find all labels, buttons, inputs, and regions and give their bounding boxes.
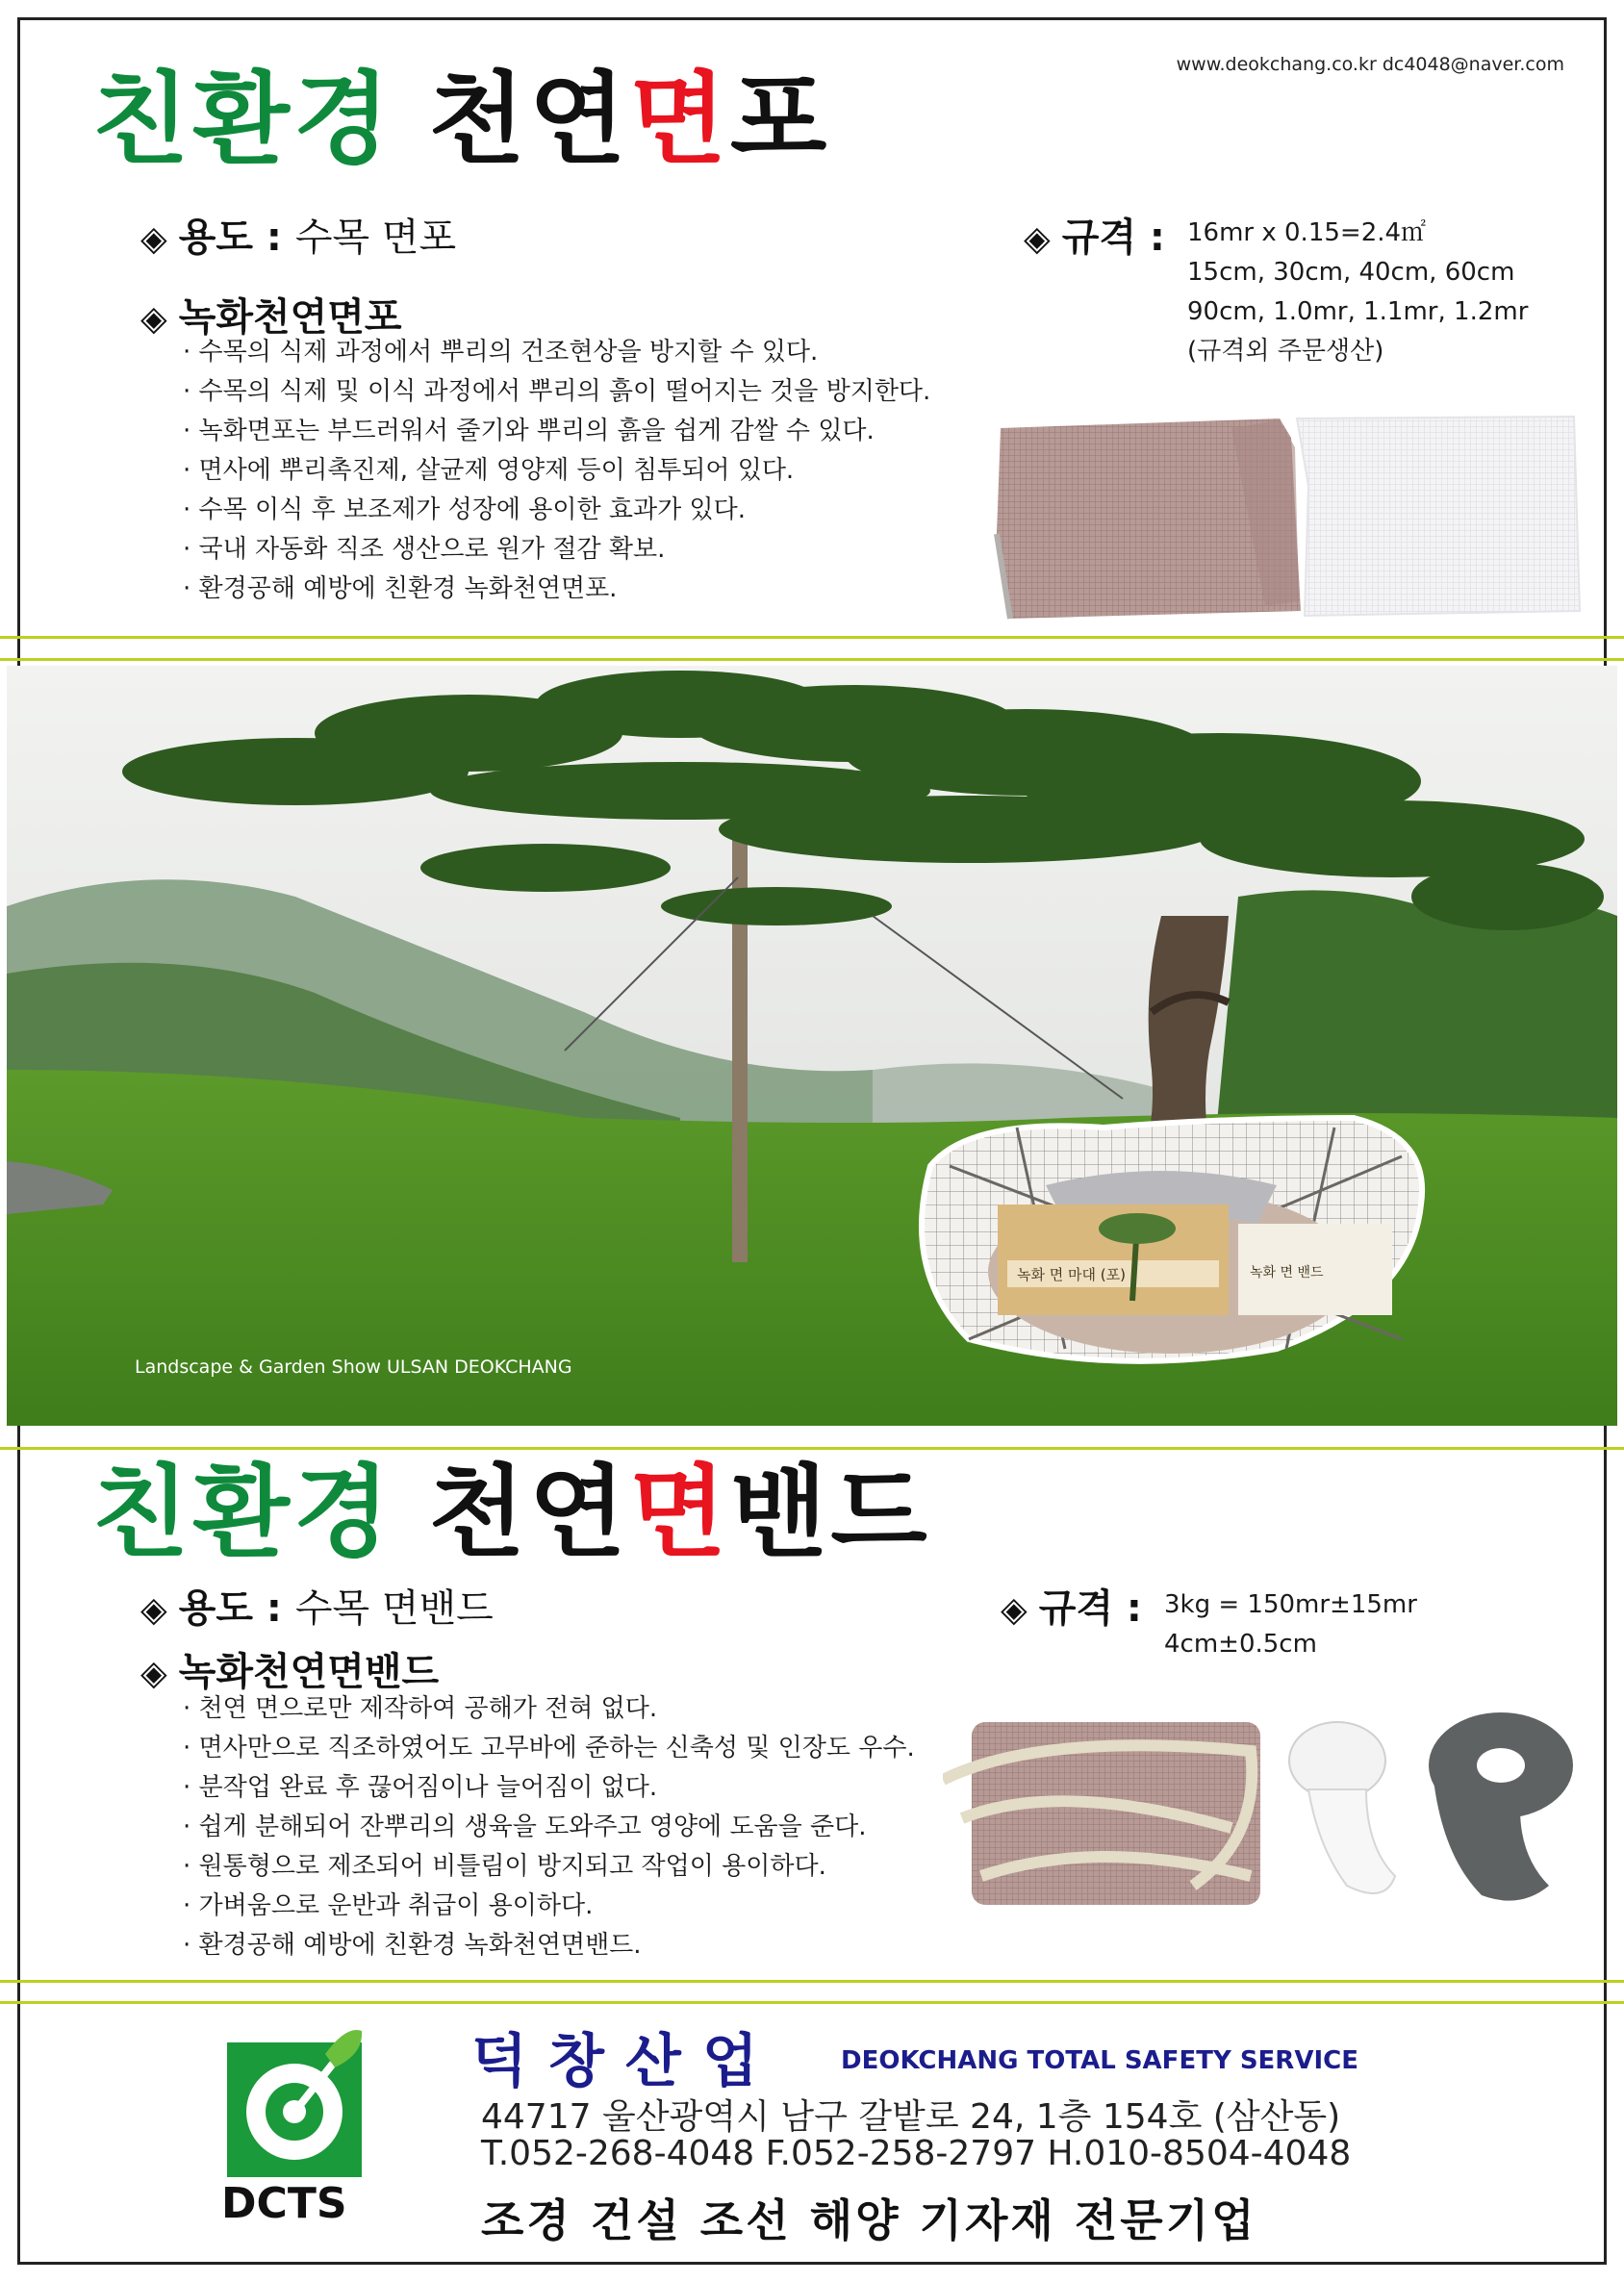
website-contact: www.deokchang.co.kr dc4048@naver.com xyxy=(1176,54,1564,75)
feature-item: · 면사만으로 직조하였어도 고무바에 준하는 신축성 및 인장도 우수. xyxy=(183,1729,915,1768)
title-cloth: 포 xyxy=(729,61,831,178)
feature-item: · 수목 이식 후 보조제가 성장에 용이한 효과가 있다. xyxy=(183,491,930,530)
white-cotton-cloth xyxy=(1297,417,1580,616)
divider-line xyxy=(0,1447,1624,1450)
use-label: 용도 : xyxy=(178,1586,282,1631)
product2-use xyxy=(140,1578,494,1633)
spec-line: 15cm, 30cm, 40cm, 60cm xyxy=(1187,258,1515,287)
use-label: 용도 : xyxy=(178,216,282,260)
feature-item: · 환경공해 예방에 친환경 녹화천연면포. xyxy=(183,570,930,609)
diamond-bullet-icon: ◈ xyxy=(140,219,167,259)
dcts-logo-icon xyxy=(219,2025,373,2179)
box2-label: 녹화 면 밴드 xyxy=(1250,1265,1324,1280)
product1-use xyxy=(140,207,456,262)
feature-label: 녹화천연면포 xyxy=(178,295,402,340)
spec-line: 90cm, 1.0mr, 1.1mr, 1.2mr xyxy=(1187,297,1529,326)
spec-label: 규격 : xyxy=(1038,1586,1142,1631)
landscape-photo xyxy=(7,666,1617,1426)
gray-band-roll xyxy=(1429,1712,1573,1901)
white-band-roll xyxy=(1289,1722,1395,1893)
spec-line: 16mr x 0.15=2.4㎡ xyxy=(1187,218,1427,247)
box1-label: 녹화 면 마대 (포) xyxy=(1017,1266,1126,1283)
spec-line: 4cm±0.5cm xyxy=(1164,1630,1317,1659)
product2-title xyxy=(92,1454,931,1571)
feature-item: · 원통형으로 제조되어 비틀림이 방지되고 작업이 용이하다. xyxy=(183,1847,915,1887)
feature-item: · 수목의 식제 과정에서 뿌리의 건조현상을 방지할 수 있다. xyxy=(183,333,930,372)
feature-item: · 분작업 완료 후 끊어짐이나 늘어짐이 없다. xyxy=(183,1768,915,1808)
title-cotton: 면 xyxy=(629,1454,730,1571)
use-value: 수목 면밴드 xyxy=(294,1586,494,1631)
diamond-bullet-icon: ◈ xyxy=(140,1654,167,1693)
feature-item: · 쉽게 분해되어 잔뿌리의 생육을 도와주고 영양에 도움을 준다. xyxy=(183,1808,915,1847)
diamond-bullet-icon: ◈ xyxy=(1001,1590,1028,1630)
spec-line: 3kg = 150mr±15mr xyxy=(1164,1590,1417,1619)
diamond-bullet-icon: ◈ xyxy=(140,1590,167,1630)
feature-item: · 환경공해 예방에 친환경 녹화천연면밴드. xyxy=(183,1926,915,1965)
product1-features xyxy=(183,333,930,609)
divider-line xyxy=(0,658,1624,661)
company-address: 44717 울산광역시 남구 갈밭로 24, 1층 154호 (삼산동) xyxy=(481,2097,1341,2137)
product1-spec-heading xyxy=(1024,207,1165,262)
title-band: 밴드 xyxy=(729,1454,931,1571)
diamond-bullet-icon: ◈ xyxy=(140,299,167,339)
company-tagline: 조경 건설 조선 해양 기자재 전문기업 xyxy=(481,2194,1257,2246)
company-name: 덕창산업 xyxy=(471,2028,779,2095)
title-natural: 천연 xyxy=(428,61,630,178)
company-phones: T.052-268-4048 F.052-258-2797 H.010-8504-4048 xyxy=(481,2134,1352,2173)
logo-text: DCTS xyxy=(221,2179,347,2228)
cotton-band-images xyxy=(943,1703,1597,1914)
product2-spec-lines xyxy=(1164,1585,1417,1664)
title-cotton: 면 xyxy=(629,61,730,178)
brown-band-roll xyxy=(943,1722,1260,1905)
title-eco: 친환경 xyxy=(92,61,394,178)
use-value: 수목 면포 xyxy=(294,216,457,260)
divider-line xyxy=(0,2001,1624,2004)
pine-tree-landscape-image xyxy=(7,666,1617,1426)
product2-feature-heading xyxy=(140,1641,439,1696)
fabric-cloth-images xyxy=(991,409,1597,625)
divider-line xyxy=(0,1980,1624,1983)
feature-item: · 녹화면포는 부드러워서 줄기와 뿌리의 흙을 쉽게 감쌀 수 있다. xyxy=(183,412,930,451)
product1-title xyxy=(92,61,831,178)
feature-item: · 면사에 뿌리촉진제, 살균제 영양제 등이 침투되어 있다. xyxy=(183,451,930,491)
feature-item: · 가벼움으로 운반과 취급이 용이하다. xyxy=(183,1887,915,1926)
product2-features xyxy=(183,1689,915,1965)
spec-line: (규격외 주문생산) xyxy=(1187,337,1384,366)
divider-line xyxy=(0,636,1624,639)
photo-caption: Landscape & Garden Show ULSAN DEOKCHANG xyxy=(135,1357,572,1378)
brown-cotton-cloth xyxy=(997,418,1301,619)
spec-label: 규격 : xyxy=(1061,216,1165,260)
company-name-en: DEOKCHANG TOTAL SAFETY SERVICE xyxy=(841,2046,1358,2075)
product2-spec-heading xyxy=(1001,1578,1142,1633)
feature-item: · 수목의 식제 및 이식 과정에서 뿌리의 흙이 떨어지는 것을 방지한다. xyxy=(183,372,930,412)
feature-label: 녹화천연면밴드 xyxy=(178,1650,440,1694)
diamond-bullet-icon: ◈ xyxy=(1024,219,1051,259)
title-natural: 천연 xyxy=(428,1454,630,1571)
feature-item: · 천연 면으로만 제작하여 공해가 전혀 없다. xyxy=(183,1689,915,1729)
title-eco: 친환경 xyxy=(92,1454,394,1571)
product1-spec-lines xyxy=(1187,214,1528,371)
feature-item: · 국내 자동화 직조 생산으로 원가 절감 확보. xyxy=(183,530,930,570)
